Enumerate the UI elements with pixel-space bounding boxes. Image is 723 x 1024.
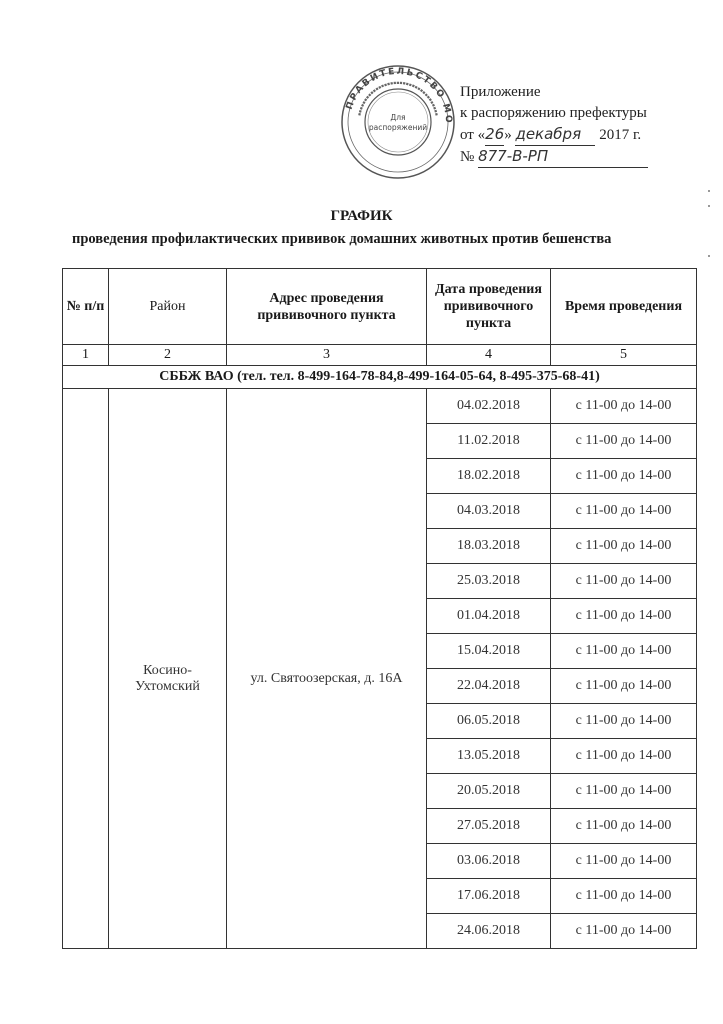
header-date: Дата проведения прививочного пункта [427, 269, 551, 345]
table-row [63, 389, 697, 424]
date-cell: 20.05.2018 [427, 774, 551, 809]
time-cell: с 11-00 до 14-00 [551, 669, 697, 704]
number-prefix: № [460, 149, 479, 165]
number-value: 877-В-РП [478, 146, 648, 168]
date-mid: » [504, 127, 516, 143]
col-number-cell: 3 [227, 345, 427, 366]
col-number-cell: 4 [427, 345, 551, 366]
date-cell: 17.06.2018 [427, 879, 551, 914]
date-cell: 06.05.2018 [427, 704, 551, 739]
date-cell: 18.02.2018 [427, 459, 551, 494]
table-header-row [63, 269, 697, 345]
date-cell: 03.06.2018 [427, 844, 551, 879]
date-day: 26 [485, 124, 504, 146]
time-cell: с 11-00 до 14-00 [551, 809, 697, 844]
time-cell: с 11-00 до 14-00 [551, 844, 697, 879]
official-seal [338, 60, 458, 190]
col-number-cell: 5 [551, 345, 697, 366]
header-number: № п/п [63, 269, 109, 345]
time-cell: с 11-00 до 14-00 [551, 564, 697, 599]
header-time: Время проведения [551, 269, 697, 345]
appendix-block [460, 82, 648, 168]
time-cell: с 11-00 до 14-00 [551, 879, 697, 914]
organization-row [63, 366, 697, 389]
document-subtitle: проведения профилактических прививок домашних животных против бешенства [72, 231, 612, 247]
appendix-number-line [460, 146, 648, 168]
seal-center-line1: Для [390, 113, 406, 122]
appendix-line1: Приложение [460, 84, 541, 100]
time-cell: с 11-00 до 14-00 [551, 774, 697, 809]
time-cell: с 11-00 до 14-00 [551, 459, 697, 494]
time-cell: с 11-00 до 14-00 [551, 529, 697, 564]
date-cell: 11.02.2018 [427, 424, 551, 459]
header-district: Район [109, 269, 227, 345]
time-cell: с 11-00 до 14-00 [551, 739, 697, 774]
date-cell: 13.05.2018 [427, 739, 551, 774]
date-prefix: от « [460, 127, 486, 143]
district-cell: Косино- Ухтомский [109, 389, 227, 949]
date-cell: 01.04.2018 [427, 599, 551, 634]
date-cell: 15.04.2018 [427, 634, 551, 669]
time-cell: с 11-00 до 14-00 [551, 634, 697, 669]
address-cell: ул. Святоозерская, д. 16А [227, 389, 427, 949]
appendix-date-line [460, 124, 648, 146]
document-title: ГРАФИК [330, 208, 393, 224]
time-cell: с 11-00 до 14-00 [551, 599, 697, 634]
date-cell: 04.03.2018 [427, 494, 551, 529]
seal-center-line2: распоряжений [368, 123, 428, 132]
seal-top-text: ПРАВИТЕЛЬСТВО МО [344, 66, 454, 125]
organization-cell: СББЖ ВАО (тел. тел. 8-499-164-78-84,8-499-164-05-64, 8-495-375-68-41) [63, 366, 697, 389]
col-number-cell: 1 [63, 345, 109, 366]
date-cell: 27.05.2018 [427, 809, 551, 844]
schedule-table [62, 268, 697, 949]
date-cell: 18.03.2018 [427, 529, 551, 564]
date-cell: 24.06.2018 [427, 914, 551, 949]
date-cell: 04.02.2018 [427, 389, 551, 424]
col-number-cell: 2 [109, 345, 227, 366]
time-cell: с 11-00 до 14-00 [551, 704, 697, 739]
column-number-row [63, 345, 697, 366]
time-cell: с 11-00 до 14-00 [551, 424, 697, 459]
date-cell: 22.04.2018 [427, 669, 551, 704]
date-year: 2017 г. [595, 127, 642, 143]
time-cell: с 11-00 до 14-00 [551, 914, 697, 949]
time-cell: с 11-00 до 14-00 [551, 494, 697, 529]
header-address: Адрес проведения прививочного пункта [227, 269, 427, 345]
row-number-cell [63, 389, 109, 949]
time-cell: с 11-00 до 14-00 [551, 389, 697, 424]
svg-text:▪▪▪▪▪▪▪▪▪▪▪▪▪▪▪▪▪▪▪▪▪▪▪▪▪▪▪▪▪▪: ▪▪▪▪▪▪▪▪▪▪▪▪▪▪▪▪▪▪▪▪▪▪▪▪▪▪▪▪▪▪▪▪▪▪▪ [357, 80, 439, 117]
date-month: декабря [515, 124, 595, 146]
date-cell: 25.03.2018 [427, 564, 551, 599]
appendix-line2: к распоряжению префектуры [460, 105, 647, 121]
